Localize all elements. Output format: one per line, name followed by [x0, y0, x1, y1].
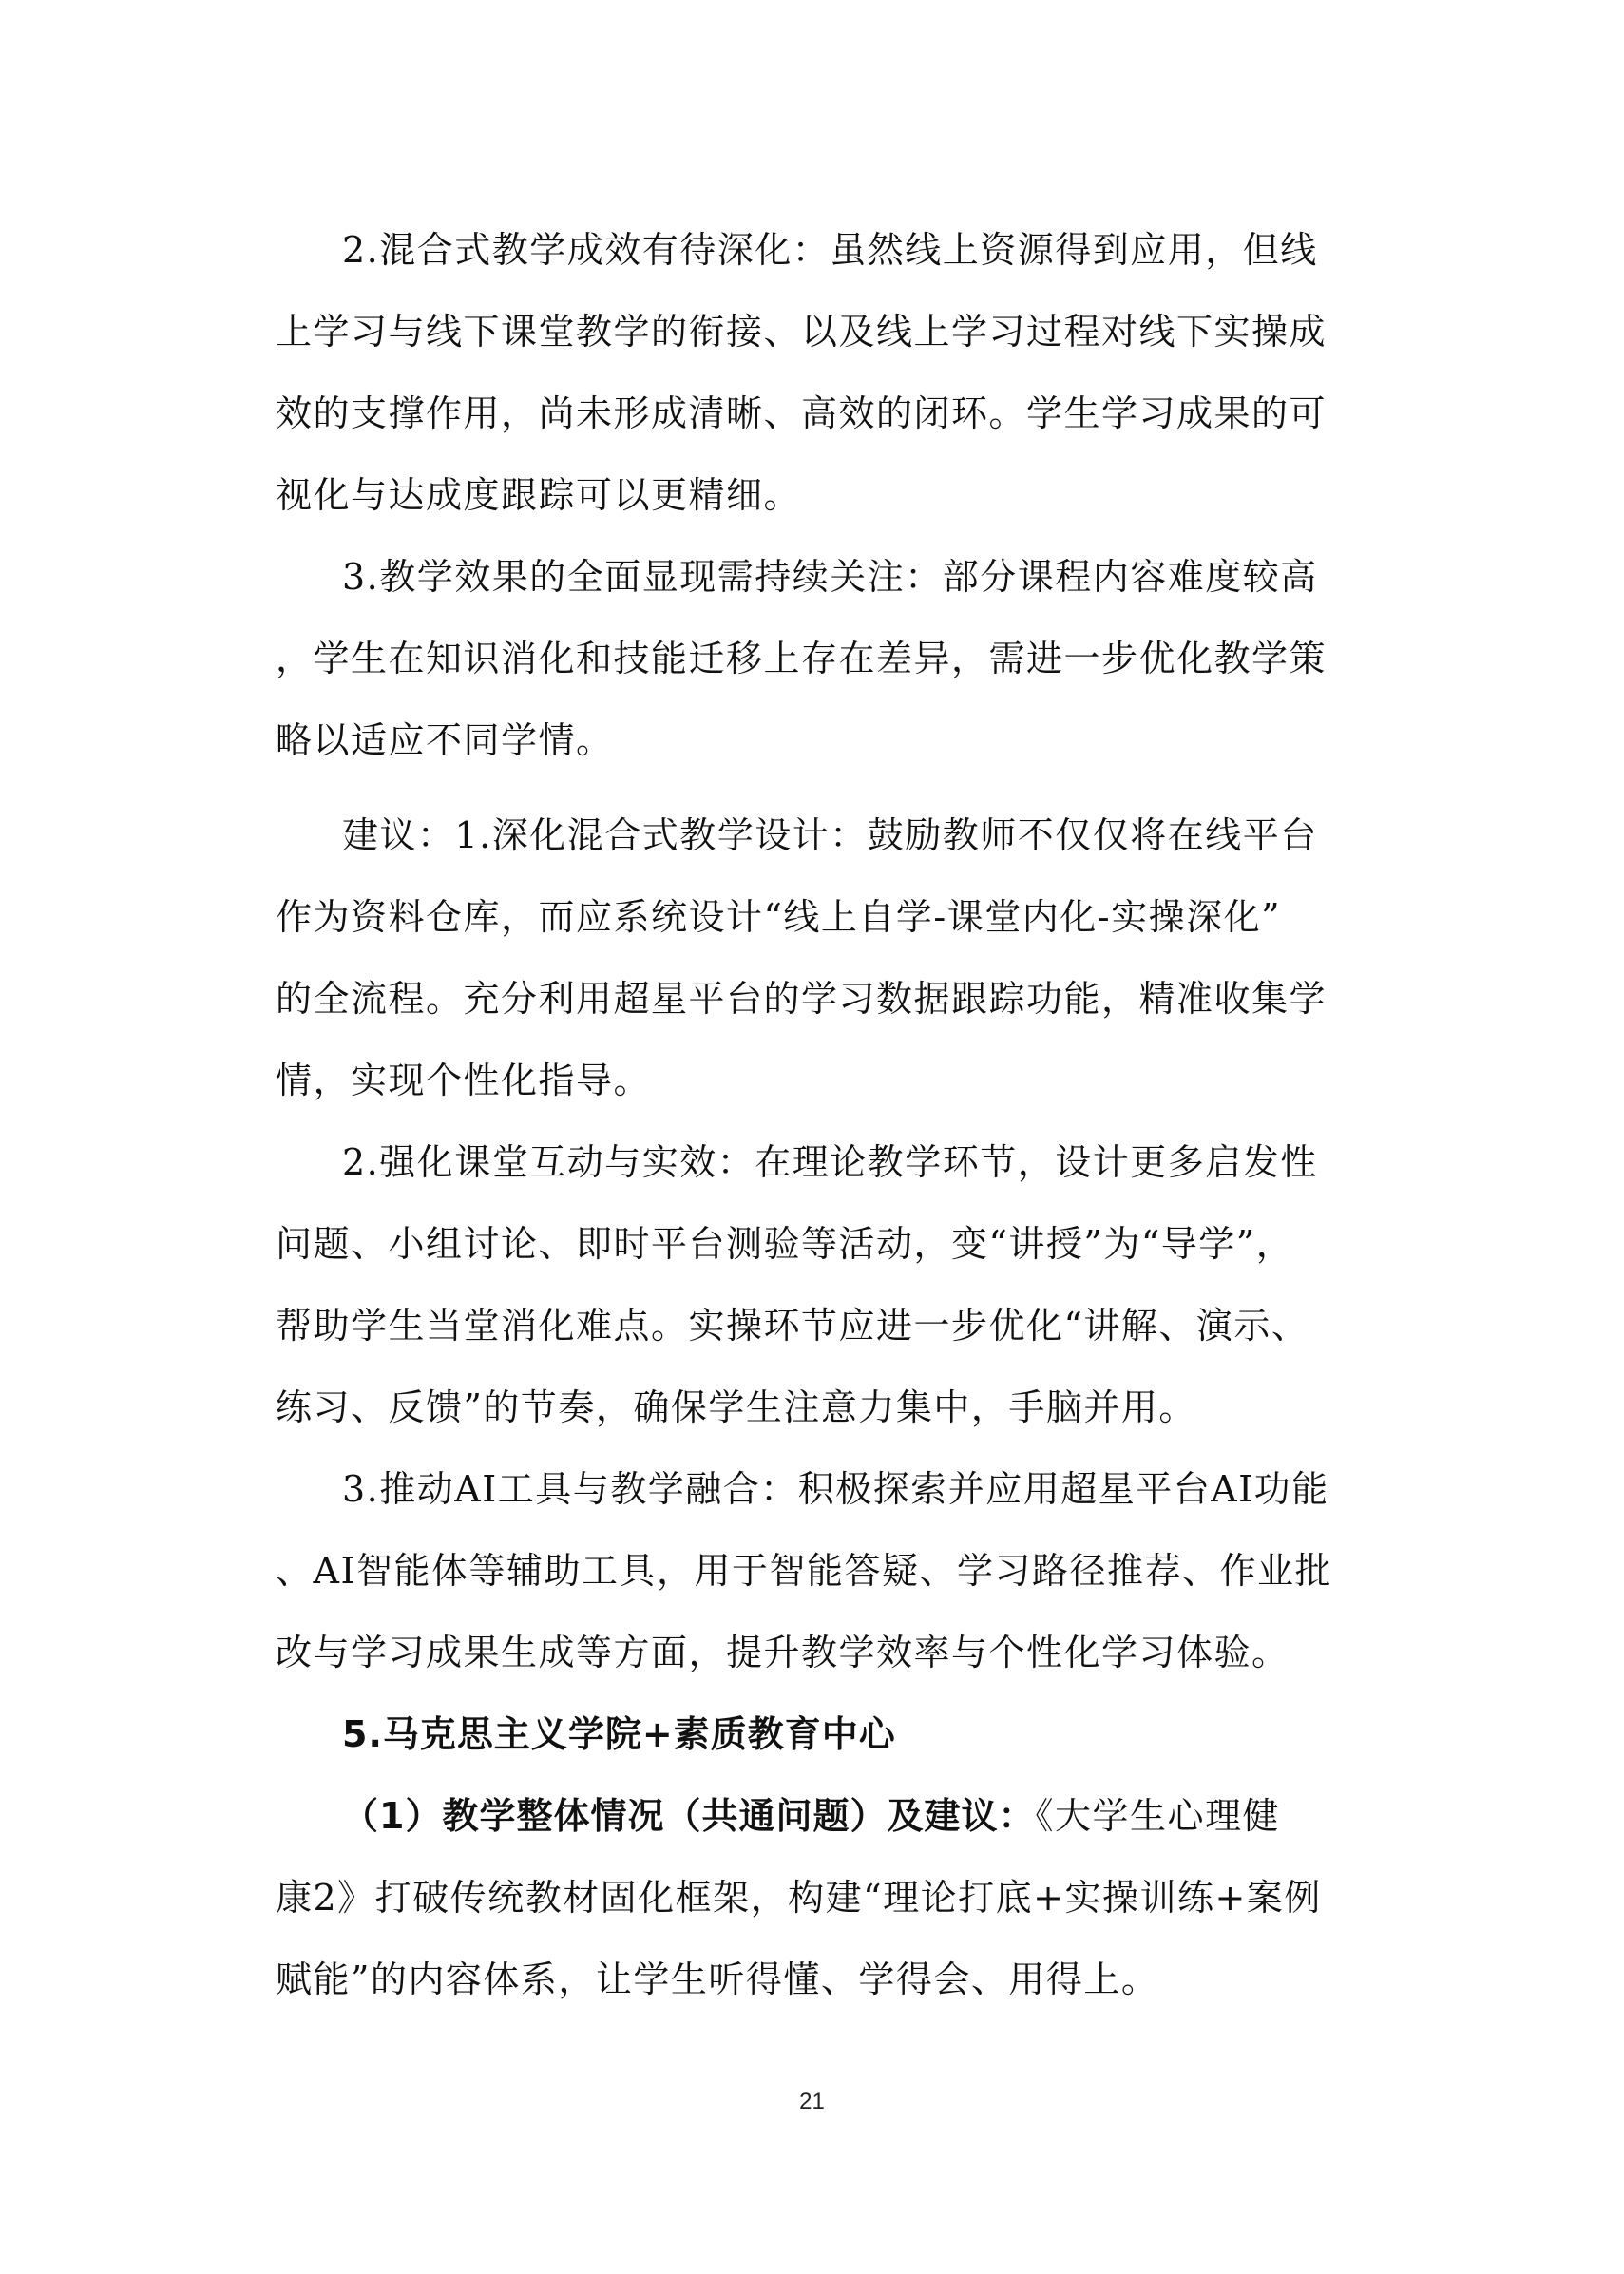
text-line: 帮助学生当堂消化难点。实操环节应进一步优化“讲解、演示、	[276, 1305, 1309, 1347]
text-line: 、AI智能体等辅助工具，用于智能答疑、学习路径推荐、作业批	[276, 1550, 1332, 1592]
text-line: 3.教学效果的全面显现需持续关注：部分课程内容难度较高	[342, 556, 1318, 598]
text-line: 3.推动AI工具与教学融合：积极探索并应用超星平台AI功能	[342, 1468, 1329, 1510]
text-line: 改与学习成果生成等方面，提升教学效率与个性化学习体验。	[276, 1632, 1290, 1673]
text-line: 略以适应不同学情。	[276, 719, 614, 761]
section-heading: 5.马克思主义学院+素质教育中心	[342, 1713, 896, 1755]
subsection-heading: （1）教学整体情况（共通问题）及建议：	[342, 1795, 1036, 1837]
text-line: 视化与达成度跟踪可以更精细。	[276, 474, 802, 516]
text-line: 问题、小组讨论、即时平台测验等活动，变“讲授”为“导学”，	[276, 1223, 1294, 1265]
text-line: 练习、反馈”的节奏，确保学生注意力集中，手脑并用。	[276, 1386, 1196, 1428]
text-line: 效的支撑作用，尚未形成清晰、高效的闭环。学生学习成果的可	[276, 392, 1328, 434]
text-line: 2.强化课堂互动与实效：在理论教学环节，设计更多启发性	[342, 1141, 1318, 1183]
subsection-first-line	[276, 1775, 1354, 1857]
text-line: 情，实现个性化指导。	[276, 1060, 652, 1101]
page-number: 21	[799, 2089, 825, 2114]
text-line: 上学习与线下课堂教学的衔接、以及线上学习过程对线下实操成	[276, 311, 1328, 353]
text-line: 的全流程。充分利用超星平台的学习数据跟踪功能，精准收集学	[276, 978, 1328, 1020]
text-line: ，学生在知识消化和技能迁移上存在差异，需进一步优化教学策	[276, 638, 1328, 679]
subsection-text: 《大学生心理健	[1035, 1795, 1280, 1837]
text-line: 康2》打破传统教材固化框架，构建“理论打底+实操训练+案例	[276, 1877, 1322, 1919]
body-text	[276, 209, 1354, 2020]
text-line: 作为资料仓库，而应系统设计“线上自学-课堂内化-实操深化”	[276, 896, 1282, 938]
text-line: 2.混合式教学成效有待深化：虽然线上资源得到应用，但线	[342, 229, 1318, 271]
text-line: 赋能”的内容体系，让学生听得懂、学得会、用得上。	[276, 1959, 1159, 2000]
text-line: 建议：1.深化混合式教学设计：鼓励教师不仅仅将在线平台	[342, 814, 1318, 856]
